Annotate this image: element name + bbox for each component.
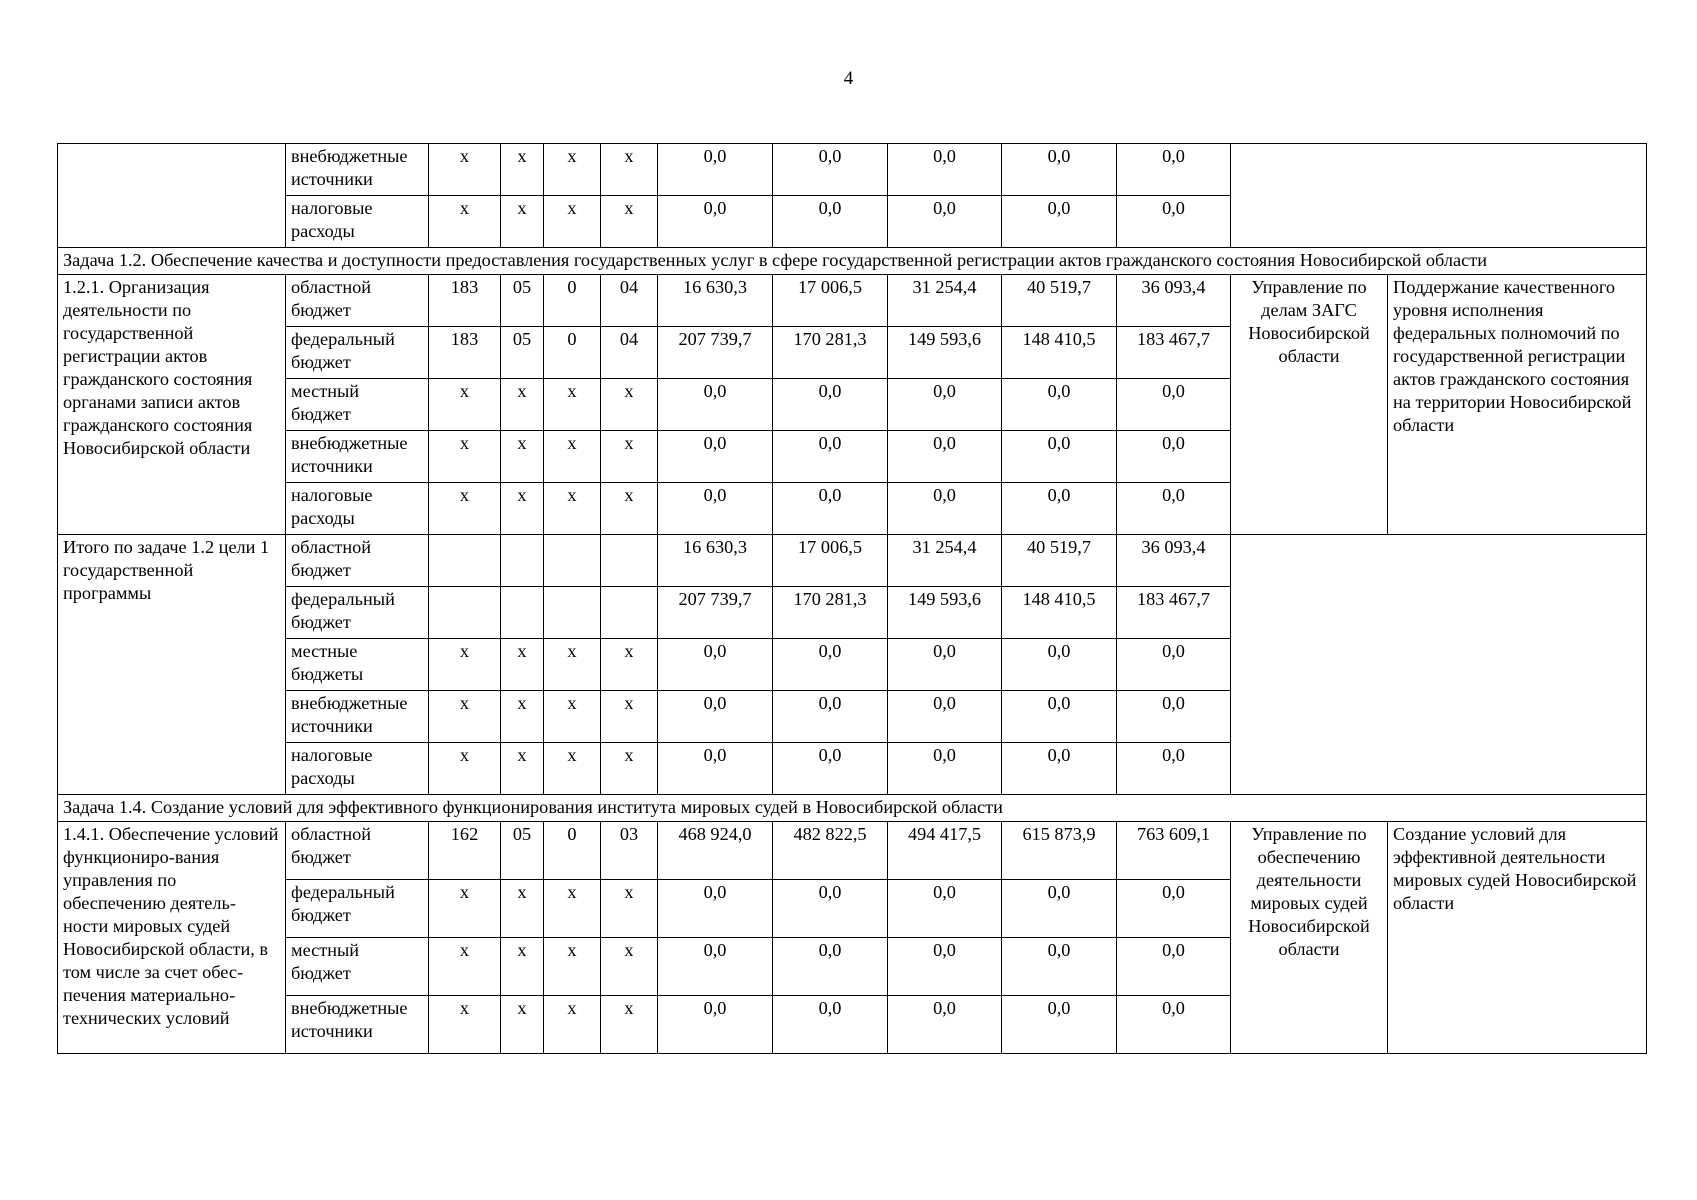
code-cell: x (544, 880, 601, 938)
funding-source-cell: внебюджетные источники (286, 996, 429, 1054)
code-cell: x (501, 880, 544, 938)
amount-cell: 615 873,9 (1002, 822, 1117, 880)
amount-cell: 763 609,1 (1117, 822, 1231, 880)
funding-source-cell: местный бюджет (286, 938, 429, 996)
funding-source-cell: федеральный бюджет (286, 327, 429, 379)
amount-cell: 0,0 (658, 691, 773, 743)
amount-cell: 0,0 (773, 639, 888, 691)
amount-cell: 0,0 (888, 144, 1002, 196)
amount-cell: 0,0 (1002, 196, 1117, 248)
amount-cell: 0,0 (1002, 743, 1117, 795)
amount-cell: 468 924,0 (658, 822, 773, 880)
amount-cell: 0,0 (773, 880, 888, 938)
page-number: 4 (843, 68, 854, 89)
code-cell: x (429, 743, 501, 795)
task-1-2-title: Задача 1.2. Обеспечение качества и доступности предоставления государственных услуг в сфере государственной регистрации актов гражданского состояния Новосибирской области (58, 248, 1647, 275)
amount-cell: 17 006,5 (773, 535, 888, 587)
amount-cell: 16 630,3 (658, 535, 773, 587)
funding-source-cell: налоговые расходы (286, 483, 429, 535)
amount-cell: 0,0 (658, 743, 773, 795)
amount-cell: 0,0 (1117, 639, 1231, 691)
task-1-4-title: Задача 1.4. Создание условий для эффективного функционирования института мировых судей в Новосибирской области (58, 795, 1647, 822)
code-cell: x (501, 639, 544, 691)
amount-cell: 207 739,7 (658, 587, 773, 639)
empty-right-cell (1231, 535, 1647, 795)
table-row (58, 144, 1647, 196)
code-cell: x (601, 691, 658, 743)
code-cell (544, 587, 601, 639)
amount-cell: 40 519,7 (1002, 535, 1117, 587)
code-cell: x (544, 938, 601, 996)
amount-cell: 0,0 (773, 691, 888, 743)
amount-cell: 0,0 (1002, 144, 1117, 196)
amount-cell: 0,0 (773, 379, 888, 431)
amount-cell: 170 281,3 (773, 327, 888, 379)
amount-cell: 0,0 (888, 431, 1002, 483)
code-cell (601, 535, 658, 587)
code-cell: x (601, 743, 658, 795)
code-cell: x (501, 996, 544, 1054)
measure-1-2-1-executor: Управление по делам ЗАГС Новосибирской области (1231, 275, 1388, 535)
code-cell: x (601, 379, 658, 431)
amount-cell: 0,0 (1117, 996, 1231, 1054)
code-cell: x (429, 639, 501, 691)
measure-1-2-1-name: 1.2.1. Организация деятельности по государственной регистрации актов гражданского состояния органами записи актов гражданского состояния Новосибирской области (58, 275, 286, 535)
amount-cell: 0,0 (888, 996, 1002, 1054)
funding-source-cell: налоговые расходы (286, 196, 429, 248)
code-cell: x (544, 639, 601, 691)
amount-cell: 170 281,3 (773, 587, 888, 639)
amount-cell: 17 006,5 (773, 275, 888, 327)
amount-cell: 31 254,4 (888, 275, 1002, 327)
amount-cell: 207 739,7 (658, 327, 773, 379)
code-cell: 162 (429, 822, 501, 880)
code-cell: x (544, 431, 601, 483)
amount-cell: 148 410,5 (1002, 327, 1117, 379)
code-cell: 05 (501, 327, 544, 379)
amount-cell: 0,0 (1117, 691, 1231, 743)
amount-cell: 0,0 (888, 743, 1002, 795)
code-cell: x (501, 691, 544, 743)
code-cell: x (501, 743, 544, 795)
amount-cell: 0,0 (1002, 938, 1117, 996)
amount-cell: 0,0 (888, 639, 1002, 691)
amount-cell: 36 093,4 (1117, 275, 1231, 327)
amount-cell: 494 417,5 (888, 822, 1002, 880)
amount-cell: 0,0 (658, 639, 773, 691)
amount-cell: 0,0 (658, 996, 773, 1054)
amount-cell: 0,0 (658, 144, 773, 196)
task-row (58, 248, 1647, 275)
amount-cell: 0,0 (1117, 483, 1231, 535)
code-cell: x (601, 483, 658, 535)
funding-source-cell: местные бюджеты (286, 639, 429, 691)
amount-cell: 0,0 (888, 483, 1002, 535)
code-cell: 183 (429, 327, 501, 379)
amount-cell: 40 519,7 (1002, 275, 1117, 327)
code-cell: x (601, 880, 658, 938)
code-cell: x (601, 431, 658, 483)
code-cell (429, 587, 501, 639)
amount-cell: 0,0 (888, 691, 1002, 743)
amount-cell: 0,0 (773, 483, 888, 535)
amount-cell: 148 410,5 (1002, 587, 1117, 639)
code-cell: x (429, 880, 501, 938)
amount-cell: 0,0 (888, 196, 1002, 248)
measure-1-4-1-result: Создание условий для эффективной деятельности мировых судей Новосибирской области (1388, 822, 1647, 1054)
amount-cell: 183 467,7 (1117, 587, 1231, 639)
table-body (58, 144, 1647, 1054)
code-cell: 04 (601, 275, 658, 327)
amount-cell: 0,0 (658, 431, 773, 483)
amount-cell: 0,0 (773, 996, 888, 1054)
amount-cell: 0,0 (658, 483, 773, 535)
empty-name-cell (58, 144, 286, 248)
code-cell: x (501, 196, 544, 248)
code-cell: 0 (544, 822, 601, 880)
measure-1-4-1-name: 1.4.1. Обеспечение условий функциониро-вания управления по обеспечению деятель-ности мировых судей Новосибирской области, в том числе за счет обес-печения материально-технических условий (58, 822, 286, 1054)
amount-cell: 0,0 (1002, 379, 1117, 431)
code-cell: 04 (601, 327, 658, 379)
code-cell: 05 (501, 822, 544, 880)
funding-source-cell: федеральный бюджет (286, 587, 429, 639)
amount-cell: 0,0 (1117, 196, 1231, 248)
amount-cell: 149 593,6 (888, 327, 1002, 379)
code-cell: 0 (544, 275, 601, 327)
code-cell: x (429, 431, 501, 483)
amount-cell: 0,0 (773, 938, 888, 996)
funding-source-cell: областной бюджет (286, 822, 429, 880)
code-cell: x (429, 938, 501, 996)
code-cell: x (601, 996, 658, 1054)
code-cell: x (601, 196, 658, 248)
amount-cell: 0,0 (1117, 938, 1231, 996)
code-cell: x (429, 691, 501, 743)
amount-cell: 16 630,3 (658, 275, 773, 327)
code-cell: x (544, 144, 601, 196)
amount-cell: 0,0 (1117, 880, 1231, 938)
code-cell (601, 587, 658, 639)
funding-source-cell: налоговые расходы (286, 743, 429, 795)
code-cell: x (601, 639, 658, 691)
table-row (58, 275, 1647, 327)
code-cell: x (501, 144, 544, 196)
code-cell: 05 (501, 275, 544, 327)
total-1-2-name: Итого по задаче 1.2 цели 1 государственной программы (58, 535, 286, 795)
code-cell: x (429, 483, 501, 535)
code-cell: 183 (429, 275, 501, 327)
amount-cell: 0,0 (1002, 996, 1117, 1054)
amount-cell: 0,0 (773, 431, 888, 483)
code-cell (501, 587, 544, 639)
measure-1-4-1-executor: Управление по обеспечению деятельности мировых судей Новосибирской области (1231, 822, 1388, 1054)
table-row (58, 535, 1647, 587)
amount-cell: 0,0 (1002, 691, 1117, 743)
measure-1-2-1-result: Поддержание качественного уровня исполнения федеральных полномочий по государственной регистрации актов гражданского состояния на территории Новосибирской области (1388, 275, 1647, 535)
code-cell: x (601, 144, 658, 196)
amount-cell: 183 467,7 (1117, 327, 1231, 379)
program-budget-table (57, 143, 1647, 1054)
amount-cell: 0,0 (1002, 639, 1117, 691)
funding-source-cell: областной бюджет (286, 535, 429, 587)
amount-cell: 36 093,4 (1117, 535, 1231, 587)
amount-cell: 0,0 (773, 196, 888, 248)
code-cell: x (544, 379, 601, 431)
amount-cell: 0,0 (1117, 431, 1231, 483)
task-row (58, 795, 1647, 822)
table-row (58, 822, 1647, 880)
code-cell: 03 (601, 822, 658, 880)
code-cell: x (544, 743, 601, 795)
code-cell: x (501, 483, 544, 535)
amount-cell: 0,0 (773, 743, 888, 795)
funding-source-cell: внебюджетные источники (286, 691, 429, 743)
code-cell: x (501, 938, 544, 996)
funding-source-cell: федеральный бюджет (286, 880, 429, 938)
amount-cell: 0,0 (1117, 379, 1231, 431)
code-cell: x (501, 379, 544, 431)
code-cell: x (544, 196, 601, 248)
code-cell: x (429, 379, 501, 431)
code-cell: x (429, 144, 501, 196)
amount-cell: 0,0 (658, 938, 773, 996)
amount-cell: 31 254,4 (888, 535, 1002, 587)
amount-cell: 482 822,5 (773, 822, 888, 880)
code-cell: x (601, 938, 658, 996)
amount-cell: 0,0 (1117, 144, 1231, 196)
code-cell: x (429, 196, 501, 248)
amount-cell: 0,0 (773, 144, 888, 196)
funding-source-cell: областной бюджет (286, 275, 429, 327)
amount-cell: 0,0 (1117, 743, 1231, 795)
amount-cell: 0,0 (888, 379, 1002, 431)
amount-cell: 0,0 (658, 196, 773, 248)
code-cell (544, 535, 601, 587)
amount-cell: 0,0 (888, 880, 1002, 938)
code-cell: x (544, 996, 601, 1054)
funding-source-cell: внебюджетные источники (286, 431, 429, 483)
code-cell (429, 535, 501, 587)
code-cell: 0 (544, 327, 601, 379)
code-cell: x (544, 691, 601, 743)
code-cell (501, 535, 544, 587)
code-cell: x (544, 483, 601, 535)
amount-cell: 0,0 (1002, 431, 1117, 483)
amount-cell: 0,0 (1002, 880, 1117, 938)
funding-source-cell: внебюджетные источники (286, 144, 429, 196)
code-cell: x (501, 431, 544, 483)
amount-cell: 0,0 (888, 938, 1002, 996)
empty-right-cell (1231, 144, 1647, 248)
amount-cell: 0,0 (658, 379, 773, 431)
amount-cell: 0,0 (658, 880, 773, 938)
amount-cell: 149 593,6 (888, 587, 1002, 639)
funding-source-cell: местный бюджет (286, 379, 429, 431)
amount-cell: 0,0 (1002, 483, 1117, 535)
code-cell: x (429, 996, 501, 1054)
